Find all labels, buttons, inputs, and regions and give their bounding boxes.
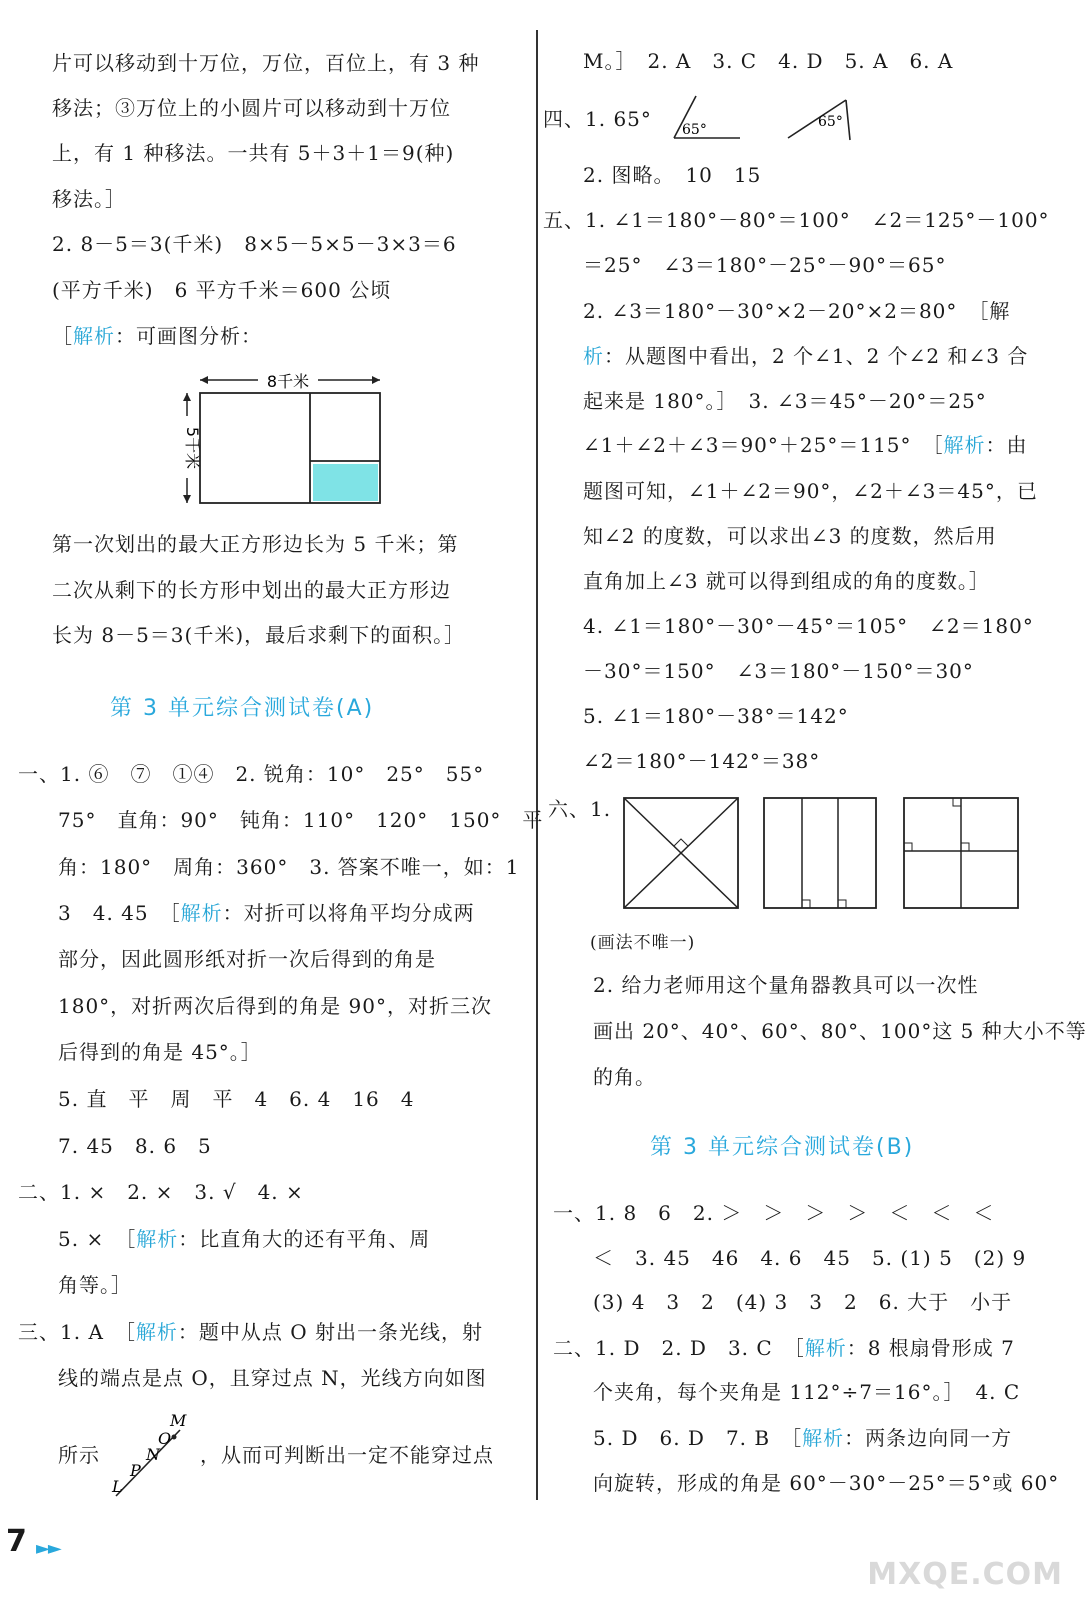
text-line: 二、1. D 2. D 3. C ［解析：8 根扇骨形成 7 [553,1336,1015,1360]
text-line: 角等。］ [58,1273,132,1297]
text-line: 上，有 1 种移法。一共有 5＋3＋1＝9(种) [52,141,455,165]
arrow-icon: ►► [36,1538,60,1559]
square-figure-2 [762,796,880,911]
text-line: (平方千米) 6 平方千米＝600 公顷 [52,278,392,302]
text-line: M。］ 2. A 3. C 4. D 5. A 6. A [583,49,954,73]
ray-label-o: O [158,1429,172,1448]
angle-label: 65° [818,114,843,130]
text-line: ∠2＝180°－142°＝38° [583,749,821,773]
text-line: 一、1. 8 6 2. ＞ ＞ ＞ ＞ ＜ ＜ ＜ [553,1201,995,1225]
text-line: 析：从题图中看出，2 个∠1、2 个∠2 和∠3 合 [583,344,1029,368]
text-line: 个夹角，每个夹角是 112°÷7＝16°。］ 4. C [593,1380,1021,1404]
text-line: 知∠2 的度数，可以求出∠3 的度数，然后用 [583,524,997,548]
rectangle-figure [170,368,390,513]
shaded-region [313,464,378,501]
text-line: 一、1. ⑥ ⑦ ①④ 2. 锐角：10° 25° 55° [18,762,485,786]
text-line: 2. 给力老师用这个量角器教具可以一次性 [593,973,979,997]
text-line: ∠1＋∠2＋∠3＝90°＋25°＝115° ［解析：由 [583,433,1028,457]
section-heading-b: 第 3 单元综合测试卷(B) [650,1135,915,1160]
watermark: MXQE.COM [867,1557,1063,1592]
text-line: 的角。 [593,1065,656,1089]
square-figure-1 [622,796,742,911]
angle-figure-2 [786,94,856,144]
text-line: 起来是 180°。］ 3. ∠3＝45°－20°＝25° [583,389,987,413]
text-line: 5. × ［解析：比直角大的还有平角、周 [58,1227,431,1251]
text-line: 180°，对折两次后得到的角是 90°，对折三次 [58,994,492,1018]
text-line: 六、1. [548,797,612,821]
text-line: 画出 20°、40°、60°、80°、100°这 5 种大小不等 [593,1019,1087,1043]
text-line: 4. ∠1＝180°－30°－45°＝105° ∠2＝180° [583,614,1034,638]
text-line: 三、1. A ［解析：题中从点 O 射出一条光线，射 [18,1320,484,1344]
text-line: 2. 图略。 10 15 [583,163,762,187]
text-line: ，从而可判断出一定不能穿过点 [200,1443,494,1467]
ray-label-p: P [130,1461,141,1480]
ray-label-n: N [146,1445,160,1464]
text-line: 长为 8－5＝3(千米)，最后求剩下的面积。］ [52,623,466,647]
text-line: 75° 直角：90° 钝角：110° 120° 150° 平 [58,808,544,832]
angle-label: 65° [682,122,707,138]
text-line: 部分，因此圆形纸对折一次后得到的角是 [58,947,436,971]
square-figure-3 [902,796,1022,911]
page-number: 7 [6,1524,27,1559]
text-line: 2. 8－5＝3(千米) 8×5－5×5－3×3＝6 [52,232,457,256]
text-line: 二次从剩下的长方形中划出的最大正方形边 [52,578,451,602]
text-line: 移法。］ [52,187,126,211]
angle-figure-1 [668,94,748,144]
text-line: 所示 [58,1443,100,1467]
text-line: ＜ 3. 45 46 4. 6 45 5. (1) 5 (2) 9 [593,1246,1027,1270]
text-line: ＝25° ∠3＝180°－25°－90°＝65° [583,253,947,277]
text-line: 第一次划出的最大正方形边长为 5 千米；第 [52,532,459,556]
ray-label-l: L [112,1477,123,1496]
text-line: 7. 45 8. 6 5 [58,1134,212,1158]
text-line: 5. ∠1＝180°－38°＝142° [583,704,849,728]
ray-diagram [108,1412,198,1502]
text-line: 后得到的角是 45°。］ [58,1040,262,1064]
text-line: 四、1. 65° [543,107,652,131]
text-line: 线的端点是点 O，且穿过点 N，光线方向如图 [58,1366,487,1390]
column-divider [536,30,538,1500]
text-line: 二、1. × 2. × 3. √ 4. × [18,1180,304,1204]
text-line: 题图可知，∠1＋∠2＝90°，∠2＋∠3＝45°，已 [583,479,1038,503]
drawing-note: (画法不唯一) [590,933,696,953]
text-line: －30°＝150° ∠3＝180°－150°＝30° [583,659,974,683]
text-line: 角：180° 周角：360° 3. 答案不唯一，如：1 [58,855,520,879]
text-line: 2. ∠3＝180°－30°×2－20°×2＝80° ［解 [583,299,1011,323]
height-label: 5千米 [183,426,202,470]
text-line: 移法；③万位上的小圆片可以移动到十万位 [52,96,451,120]
text-line: 5. D 6. D 7. B ［解析：两条边向同一方 [593,1426,1013,1450]
text-line: ［解析：可画图分析： [52,324,262,348]
text-line: 直角加上∠3 就可以得到组成的角的度数。］ [583,569,990,593]
width-label: 8千米 [266,372,310,391]
text-line: (3) 4 3 2 (4) 3 3 2 6. 大于 小于 [593,1290,1013,1314]
ray-label-m: M [170,1411,187,1430]
text-line: 五、1. ∠1＝180°－80°＝100° ∠2＝125°－100° [543,208,1050,232]
text-line: 向旋转，形成的角是 60°－30°－25°＝5°或 60° [593,1471,1060,1495]
text-line: 3 4. 45 ［解析：对折可以将角平均分成两 [58,901,475,925]
section-heading-a: 第 3 单元综合测试卷(A) [110,696,375,721]
text-line: 片可以移动到十万位，万位，百位上，有 3 种 [52,51,480,75]
text-line: 5. 直 平 周 平 4 6. 4 16 4 [58,1087,415,1111]
